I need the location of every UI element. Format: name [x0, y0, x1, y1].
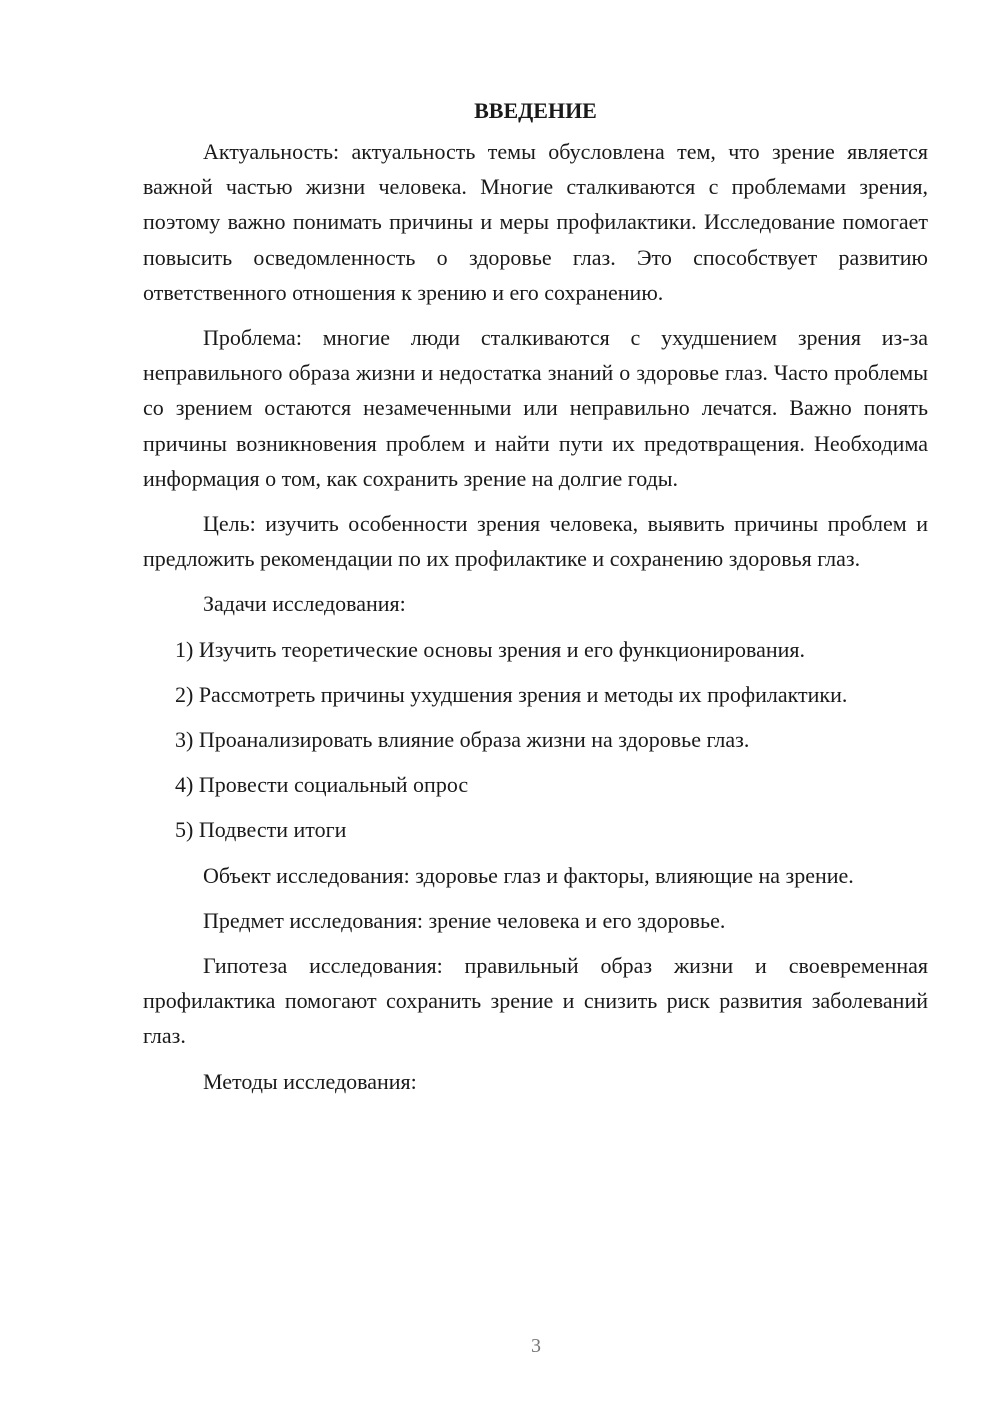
- task-item-1: 1) Изучить теоретические основы зрения и его функционирования.: [175, 636, 806, 662]
- section-title: ВВЕДЕНИЕ: [474, 98, 597, 123]
- task-item-3: 3) Проанализировать влияние образа жизни на здоровье глаз.: [175, 727, 750, 753]
- subject-paragraph: Предмет исследования: зрение человека и его здоровье.: [203, 907, 726, 933]
- document-body: [143, 93, 928, 1099]
- task-item-4: 4) Провести социальный опрос: [175, 772, 469, 798]
- task-item-5: 5) Подвести итоги: [175, 817, 347, 843]
- hypothesis-paragraph: Гипотеза исследования: правильный образ жизни и своевременная профилактика помогают сохранить зрение и снизить риск развития заболеваний глаз.: [143, 953, 928, 1049]
- object-paragraph: Объект исследования: здоровье глаз и факторы, влияющие на зрение.: [203, 862, 854, 888]
- tasks-heading: Задачи исследования:: [203, 591, 406, 617]
- page-number: 3: [531, 1335, 541, 1357]
- goal-paragraph: Цель: изучить особенности зрения человека, выявить причины проблем и предложить рекомендации по их профилактике и сохранению здоровья глаз.: [143, 511, 928, 572]
- methods-heading: Методы исследования:: [203, 1068, 417, 1094]
- problem-paragraph: Проблема: многие люди сталкиваются с ухудшением зрения из-за неправильного образа жизни и недостатка знаний о здоровье глаз. Часто проблемы со зрением остаются незамеченными или неправильно лечатся. Важно понять причины возникновения проблем и найти пути их предотвращения. Необходима информация о том, как сохранить зрение на долгие годы.: [143, 325, 928, 491]
- task-item-2: 2) Рассмотреть причины ухудшения зрения и методы их профилактики.: [175, 681, 848, 707]
- relevance-paragraph: Актуальность: актуальность темы обусловлена тем, что зрение является важной частью жизни человека. Многие сталкиваются с проблемами зрения, поэтому важно понимать причины и меры профилактики. Исследование помогает повысить осведомленность о здоровье глаз. Это способствует развитию ответственного отношения к зрению и его сохранению.: [143, 139, 928, 305]
